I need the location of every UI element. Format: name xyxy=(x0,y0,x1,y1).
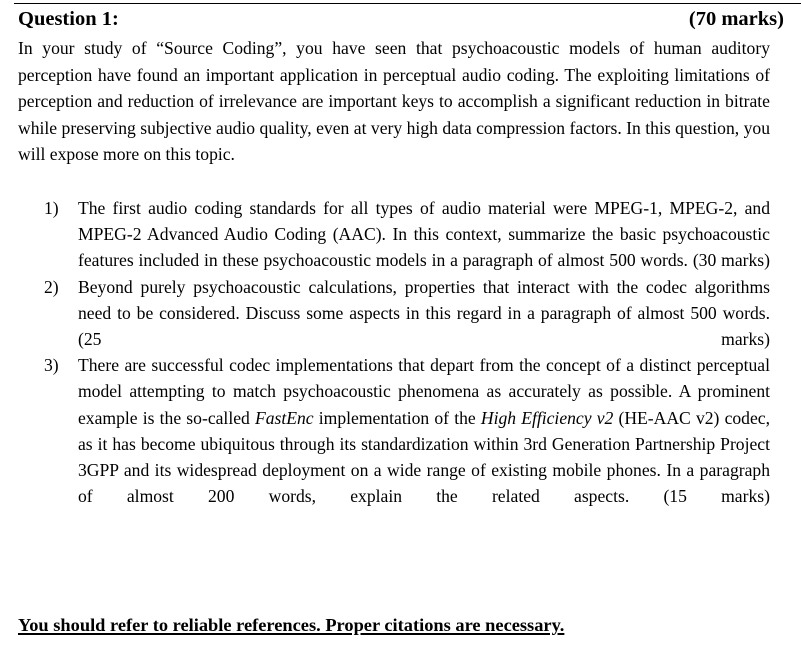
sub-question-marks: (25 marks) xyxy=(78,329,770,350)
he-aac-term: High Efficiency v2 xyxy=(480,407,614,428)
fastenc-term: FastEnc xyxy=(254,407,314,428)
sub-question-marks: (30 marks) xyxy=(692,250,770,271)
sub-question-number: 1) xyxy=(44,198,59,218)
intro-paragraph: In your study of “Source Coding”, you have seen that psychoacoustic models of human auditory perception have found an important application in perceptual audio coding. The exploiting limitations of perception and reduction of irrelevance are important keys to accomplish a significant reduction in bitrate while preserving subjective audio quality, even at very high data compression factors. In this question, you will expose more on this topic. xyxy=(18,38,770,164)
question-marks: (70 marks) xyxy=(688,8,784,30)
sub-question-text: The first audio coding standards for all types of audio material were MPEG-1, MPEG-2, and MPEG-2 Advanced Audio Coding (AAC). In this context, summarize the basic psychoacoustic features included in these psychoacoustic models in a paragraph of almost 500 words. xyxy=(78,198,770,271)
sub-question-1 xyxy=(44,195,770,274)
sub-question-list xyxy=(44,195,770,509)
references-note: You should refer to reliable references. Proper citations are necessary. xyxy=(18,615,565,635)
sub-question-3 xyxy=(44,352,770,509)
sub-question-text: Beyond purely psychoacoustic calculations, properties that interact with the codec algorithms need to be considered. Discuss some aspects in this regard in a paragraph of almost 500 words. xyxy=(78,276,770,323)
sub-question-number: 3) xyxy=(44,355,59,376)
sub-question-text: implementation of the xyxy=(313,407,481,428)
sub-question-number: 2) xyxy=(44,276,59,297)
sub-question-text: (HE-AAC v2) codec, as it has become ubiquitous through its standardization within 3rd Generation Partnership Project 3GPP and its widespread deployment on a wide range of existing mobile phones. In a paragraph of almost 200 words, explain the related aspects. xyxy=(78,407,770,507)
sub-question-marks: (15 marks) xyxy=(663,486,770,507)
question-title: Question 1: xyxy=(18,8,119,30)
sub-question-text: There are successful codec implementations that depart from the concept of a distinct perceptual model attempting to match psychoacoustic phenomena as accurately as possible. A prominent example is the so-called xyxy=(78,355,770,428)
question-header xyxy=(18,4,784,34)
sub-question-2 xyxy=(44,274,770,353)
